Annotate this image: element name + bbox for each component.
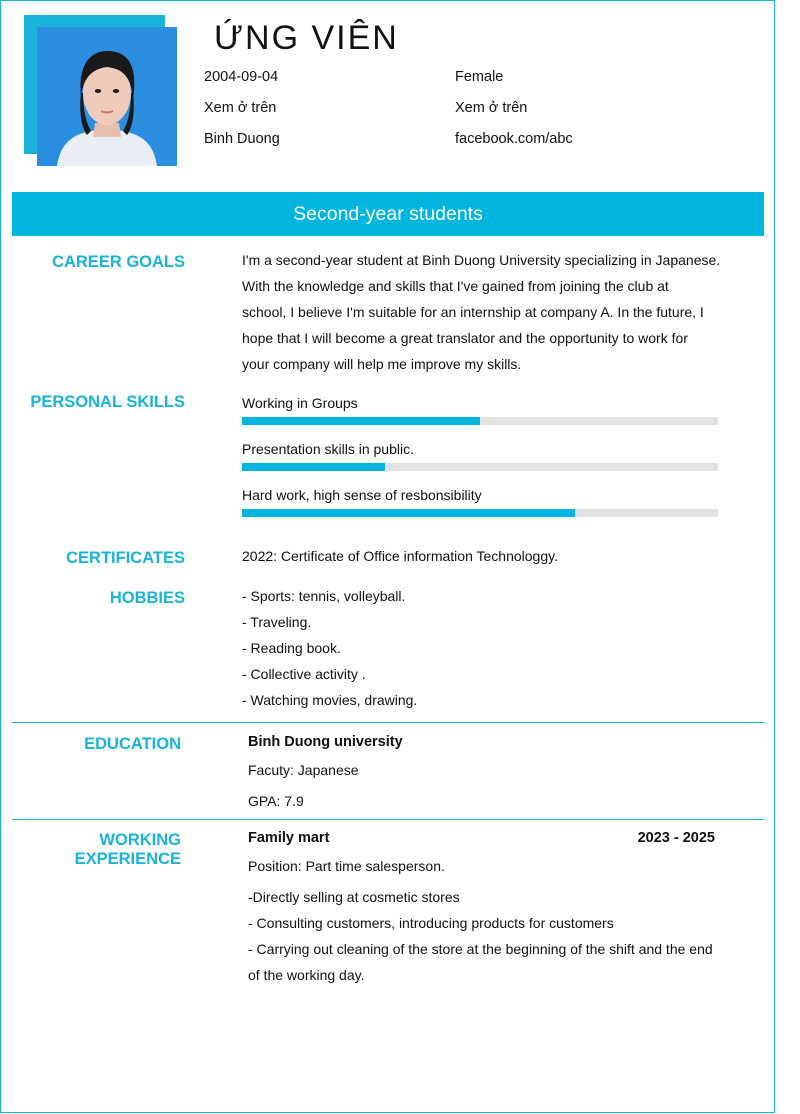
school-name: Binh Duong university bbox=[248, 734, 403, 750]
skill-item bbox=[242, 485, 718, 517]
headline-text: Second-year students bbox=[293, 202, 483, 225]
duty-item: of the working day. bbox=[248, 967, 365, 983]
duty-item: -Directly selling at cosmetic stores bbox=[248, 889, 460, 905]
skill-name: Hard work, high sense of resbonsibility bbox=[242, 487, 482, 503]
address: Binh Duong bbox=[204, 131, 280, 147]
faculty: Facuty: Japanese bbox=[248, 762, 359, 778]
certificate-item: 2022: Certificate of Office information Technologgy. bbox=[242, 548, 558, 564]
skill-bar-track bbox=[242, 509, 718, 517]
gpa: GPA: 7.9 bbox=[248, 793, 304, 809]
career-goals-line: I'm a second-year student at Binh Duong University specializing in Japanese. bbox=[242, 252, 721, 268]
headline-banner bbox=[12, 192, 764, 236]
employment-period: 2023 - 2025 bbox=[637, 830, 715, 846]
career-goals-line: your company will help me improve my skills. bbox=[242, 356, 522, 372]
skill-name: Presentation skills in public. bbox=[242, 441, 414, 457]
career-goals-line: hope that I will become a great translator and the opportunity to work for bbox=[242, 330, 688, 346]
skill-name: Working in Groups bbox=[242, 395, 358, 411]
personal-skills-heading: PERSONAL SKILLS bbox=[30, 393, 185, 411]
hobby-item: - Reading book. bbox=[242, 640, 341, 656]
hobby-item: - Collective activity . bbox=[242, 666, 366, 682]
career-goals-line: school, I believe I'm suitable for an internship at company A. In the future, I bbox=[242, 304, 704, 320]
skill-bar-fill bbox=[242, 463, 385, 471]
duty-item: - Consulting customers, introducing products for customers bbox=[248, 915, 614, 931]
hobbies-heading: HOBBIES bbox=[109, 589, 185, 607]
skill-bar-fill bbox=[242, 417, 480, 425]
gender: Female bbox=[455, 69, 504, 85]
job-position: Position: Part time salesperson. bbox=[248, 858, 445, 874]
hobbies-list bbox=[242, 583, 417, 713]
experience-heading: WORKING EXPERIENCE bbox=[74, 831, 181, 868]
skill-bar-fill bbox=[242, 509, 575, 517]
company-name: Family mart bbox=[248, 830, 330, 846]
skill-bar-track bbox=[242, 417, 718, 425]
hobby-item: - Sports: tennis, volleyball. bbox=[242, 588, 406, 604]
career-goals-heading: CAREER GOALS bbox=[52, 253, 185, 271]
skill-item bbox=[242, 393, 718, 425]
hobby-item: - Watching movies, drawing. bbox=[242, 692, 418, 708]
candidate-name: ỨNG VIÊN bbox=[214, 19, 399, 57]
career-goals-line: With the knowledge and skills that I've gained from joining the club at bbox=[242, 278, 669, 294]
phone: Xem ở trên bbox=[204, 100, 277, 116]
birth-date: 2004-09-04 bbox=[204, 69, 279, 85]
hobby-item: - Traveling. bbox=[242, 614, 312, 630]
email: Xem ở trên bbox=[455, 100, 528, 116]
career-goals-text bbox=[242, 247, 722, 377]
education-heading: EDUCATION bbox=[84, 735, 181, 753]
duties-list bbox=[248, 884, 713, 988]
avatar bbox=[37, 27, 177, 166]
certificates-heading: CERTIFICATES bbox=[66, 549, 185, 567]
skill-item bbox=[242, 439, 718, 471]
skill-bar-track bbox=[242, 463, 718, 471]
duty-item: - Carrying out cleaning of the store at the beginning of the shift and the end bbox=[248, 941, 713, 957]
section-divider bbox=[12, 819, 764, 820]
website-link[interactable]: facebook.com/abc bbox=[455, 131, 573, 147]
section-divider bbox=[12, 722, 764, 723]
